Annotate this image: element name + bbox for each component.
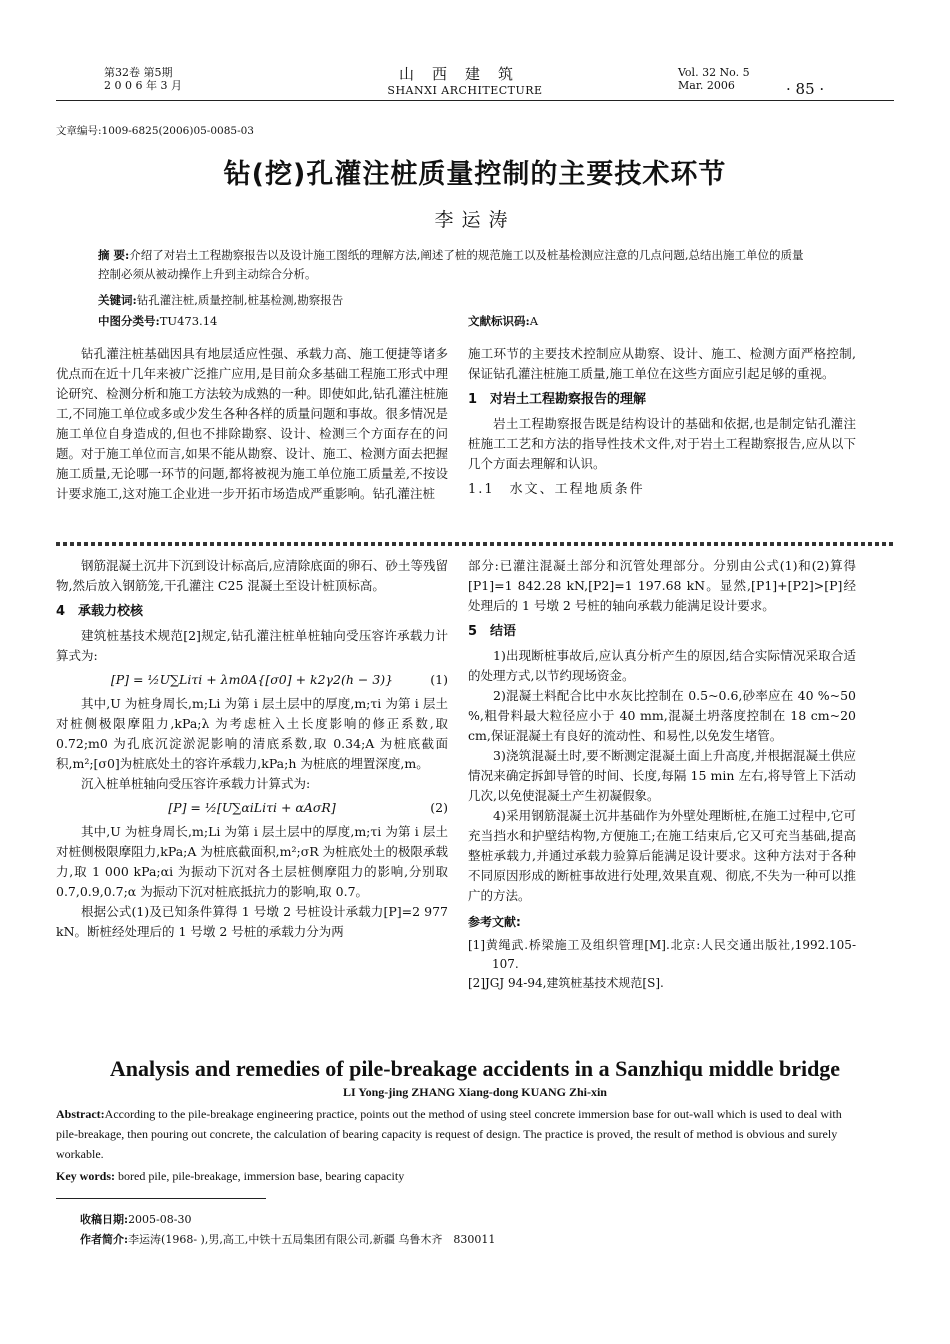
sinking-paragraph: 钢筋混凝土沉井下沉到设计标高后,应清除底面的卵石、砂土等残留物,然后放入钢筋笼,干孔灌注 C25 混凝土至设计桩顶标高。	[56, 558, 448, 593]
bio-label: 作者简介:	[80, 1233, 129, 1246]
abstract-label: 摘 要:	[98, 248, 130, 262]
formula-2-intro: 沉入桩单桩轴向受压容许承载力计算式为:	[81, 776, 311, 791]
english-title: Analysis and remedies of pile-breakage accidents in a Sanzhiqu middle bridge	[109, 1056, 841, 1081]
volume-issue-en: Vol. 32 No. 5	[678, 66, 750, 79]
section-1-1-heading: 1.1 水文、工程地质条件	[468, 482, 645, 497]
document-code-label: 文献标识码:	[468, 314, 530, 328]
article-number: 文章编号:1009-6825(2006)05-0085-03	[56, 125, 254, 137]
section-1-paragraph: 岩土工程勘察报告既是结构设计的基础和依据,也是制定钻孔灌注桩施工工艺和方法的指导性技术文件,对于岩土工程勘察报告,应从以下几个方面去理解和认识。	[468, 416, 856, 471]
formula-intro: 建筑桩基技术规范[2]规定,钻孔灌注桩单桩轴向受压容许承载力计算式为:	[56, 628, 448, 663]
abstract-text: 介绍了对岩土工程勘察报告以及设计施工图纸的理解方法,阐述了桩的规范施工以及桩基检测应注意的几点问题,总结出施工单位的质量控制必须从被动操作上升到主动综合分析。	[98, 248, 804, 281]
english-keywords-text: bored pile, pile-breakage, immersion base, bearing capacity	[118, 1169, 405, 1183]
footnote-rule	[56, 1198, 266, 1199]
top-right-column	[468, 344, 856, 504]
header-rule	[56, 100, 894, 101]
document-code-value: A	[529, 314, 539, 328]
formula-2-explanation: 其中,U 为桩身周长,m;Li 为第 i 层土层中的厚度,m;τi 为第 i 层土对桩侧极限摩阻力,kPa;A 为桩底截面积,m²;σR 为桩底处土的极限承载力,取 1 000 kPa;αi 为振动下沉对各土层桩侧摩阻力的影响,分别取 0.7,0.9,0.7;α 为振动下沉对桩底抵抗力的影响,取 0.7。	[56, 824, 448, 899]
formula-1-explanation: 其中,U 为桩身周长,m;Li 为第 i 层土层中的厚度,m;τi 为第 i 层土对桩侧极限摩阻力,kPa;λ 为考虑桩入土长度影响的修正系数,取 0.72;m0 为孔底沉淀淤泥影响的清底系数,取 0.34;A 为桩底截面积,m²;[σ0]为桩底处土的容许承载力,kPa;h 为桩底的埋置深度,m。	[56, 696, 448, 771]
english-abstract	[56, 1104, 856, 1164]
header-volume-cn	[104, 66, 182, 92]
english-authors: LI Yong-jing ZHANG Xiang-dong KUANG Zhi-xin	[343, 1085, 607, 1099]
english-keywords	[56, 1166, 404, 1186]
keywords-label: 关键词:	[98, 293, 137, 307]
journal-masthead	[365, 63, 565, 97]
date-cn: 2 0 0 6 年 3 月	[104, 79, 182, 92]
page-number: · 85 ·	[786, 80, 825, 98]
received-value: 2005-08-30	[128, 1213, 192, 1226]
calculation-continuation: 部分:已灌注混凝土部分和沉管处理部分。分别由公式(1)和(2)算得[P1]=1 842.28 kN,[P2]=1 197.68 kN。显然,[P1]+[P2]>[P]经处理后的 1 号墩 2 号桩的轴向承载力能满足设计要求。	[468, 558, 856, 613]
conclusion-3: 3)浇筑混凝土时,要不断测定混凝土面上升高度,并根据混凝土供应情况来确定拆卸导管的时间、长度,每隔 15 min 左右,将导管上下活动几次,以免使混凝土产生初凝假象。	[468, 748, 856, 803]
keywords-text: 钻孔灌注桩,质量控制,桩基检测,勘察报告	[136, 293, 344, 307]
journal-name-en: SHANXI ARCHITECTURE	[387, 84, 543, 97]
formula-2-number: (2)	[430, 800, 448, 815]
formula-2-expression: [P] = ½[U∑αiLiτi + αAσR]	[168, 800, 336, 815]
header-volume-en	[678, 66, 750, 92]
top-left-column	[56, 344, 448, 504]
page-split-divider	[56, 542, 894, 546]
english-keywords-label: Key words:	[56, 1169, 115, 1183]
section-1-heading: 1 对岩土工程勘察报告的理解	[468, 392, 647, 407]
reference-2: [2]JGJ 94-94,建筑桩基技术规范[S].	[468, 976, 664, 990]
date-en: Mar. 2006	[678, 79, 735, 92]
english-abstract-text: According to the pile-breakage engineering practice, points out the method of using steel concrete immersion base for out-wall which is used to deal with pile-breakage, then pouring out concrete, the calculation of bearing capacity is request of design. The practice is proved, the result of method is obvious and surely workable.	[56, 1107, 842, 1161]
formula-1	[56, 670, 448, 690]
section-4-heading: 4 承载力校核	[56, 604, 144, 619]
formula-2	[56, 798, 448, 818]
intro-continuation: 施工环节的主要技术控制应从勘察、设计、施工、检测方面严格控制,保证钻孔灌注桩施工质量,施工单位在这些方面应引起足够的重视。	[468, 346, 856, 381]
clc-value: TU473.14	[159, 314, 218, 328]
english-abstract-label: Abstract:	[56, 1107, 105, 1121]
author-bio	[80, 1230, 495, 1249]
abstract	[98, 246, 814, 284]
section-5-heading: 5 结语	[468, 624, 517, 639]
intro-paragraph: 钻孔灌注桩基础因具有地层适应性强、承载力高、施工便捷等诸多优点而在近十几年来被广泛推广应用,是目前众多基础工程施工形式中理论研究、检测分析和施工方法较为成熟的一种。即使如此,钻孔灌注桩施工,不同施工单位或多或少发生各种各样的质量问题和事故。很多情况是施工单位自身造成的,但也不排除勘察、设计、检测三个方面存在的问题。对于施工单位而言,如果不能从勘察、设计、施工、检测方面去把握施工质量,无论哪一环节的问题,都将被视为施工单位施工质量差,不按设计要求施工,这对施工企业进一步开拓市场造成严重影响。钻孔灌注桩	[56, 346, 448, 501]
formula-1-number: (1)	[430, 672, 448, 687]
article-title: 钻(挖)孔灌注桩质量控制的主要技术环节	[223, 159, 727, 190]
article-author: 李运涛	[434, 209, 516, 231]
reference-1: [1]黄绳武.桥梁施工及组织管理[M].北京:人民交通出版社,1992.105-107.	[468, 938, 856, 971]
document-code	[468, 312, 538, 331]
received-label: 收稿日期:	[80, 1213, 129, 1226]
calculation-paragraph: 根据公式(1)及已知条件算得 1 号墩 2 号桩设计承载力[P]=2 977 kN。断桩经处理后的 1 号墩 2 号桩的承载力分为两	[56, 904, 448, 939]
volume-issue-cn: 第32卷 第5期	[104, 66, 173, 79]
bio-text: 李运涛(1968- ),男,高工,中铁十五局集团有限公司,新疆 乌鲁木齐 830011	[128, 1233, 496, 1246]
clc-label: 中图分类号:	[98, 314, 160, 328]
conclusion-2: 2)混凝土料配合比中水灰比控制在 0.5~0.6,砂率应在 40 %~50 %,粗骨料最大粒径应小于 40 mm,混凝土坍落度控制在 18 cm~20 cm,保证混凝土有良好的流动性、和易性,以免发生堵管。	[468, 688, 856, 743]
references-heading: 参考文献:	[468, 915, 521, 929]
bottom-right-column	[468, 556, 856, 993]
journal-name-cn: 山西建筑	[398, 65, 531, 83]
bottom-left-column	[56, 556, 448, 942]
received-date	[80, 1210, 191, 1229]
conclusion-4: 4)采用钢筋混凝土沉井基础作为外壁处理断桩,在施工过程中,它可充当挡水和护壁结构物,方便施工;在施工结束后,它又可充当基础,提高整桩承载力,并通过承载力验算后能满足设计要求。这种方法对于各种不同原因形成的断桩事故进行处理,效果直观、彻底,不失为一种可以推广的方法。	[468, 808, 856, 903]
keywords	[98, 291, 343, 310]
clc-number	[98, 312, 217, 331]
conclusion-1: 1)出现断桩事故后,应认真分析产生的原因,结合实际情况采取合适的处理方式,以节约现场资金。	[468, 648, 856, 683]
formula-1-expression: [P] = ½U∑Liτi + λm0A{[σ0] + k2γ2(h − 3)}	[110, 672, 394, 687]
